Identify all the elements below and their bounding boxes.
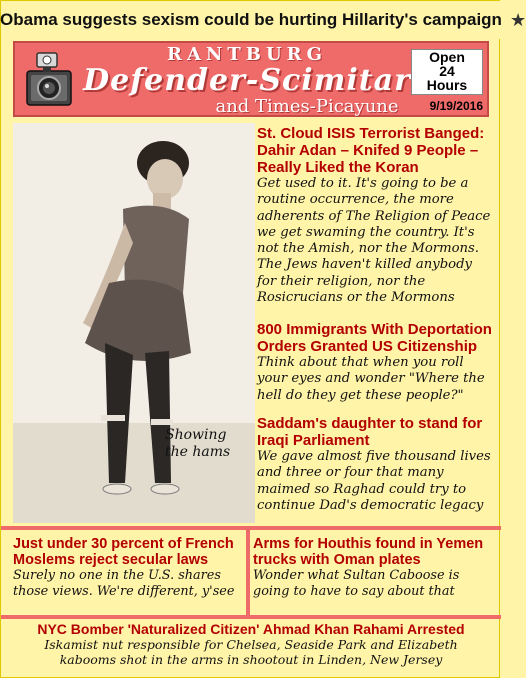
masthead-date: 9/19/2016 — [429, 99, 483, 113]
photo-caption — [165, 427, 230, 461]
bottom-left-headline[interactable]: Just under 30 percent of French Moslems reject secular laws — [13, 536, 234, 568]
stories-column — [257, 123, 493, 523]
final-headline[interactable]: NYC Bomber 'Naturalized Citizen' Ahmad Khan Rahami Arrested — [37, 621, 465, 637]
story-3[interactable] — [257, 415, 493, 514]
masthead-title-line1: RANTBURG — [166, 44, 327, 65]
top-banner-headline[interactable]: Obama suggests sexism could be hurting Hillarity's campaign — [0, 10, 502, 29]
woman-photo-image — [13, 123, 255, 523]
open-24-hours-badge — [411, 49, 483, 95]
masthead-title-line3: and Times-Picayune — [215, 96, 399, 117]
story-3-body: We gave almost five thousand lives and three or four that many maimed so Raghad could try to continue Dad's democratic legacy — [257, 449, 491, 513]
photo-caption-line1: Showing — [165, 427, 227, 443]
story-1[interactable] — [257, 125, 493, 306]
bottom-right-headline[interactable]: Arms for Houthis found in Yemen trucks with Oman plates — [253, 536, 484, 568]
bottom-right-story[interactable] — [253, 536, 493, 599]
star-icon: ★ — [509, 10, 526, 30]
bottom-left-body: Surely no one in the U.S. shares those views. We're different, y'see — [13, 568, 235, 599]
story-1-headline[interactable]: St. Cloud ISIS Terrorist Banged: Dahir Adan – Knifed 9 People – Really Liked the Koran — [257, 125, 485, 176]
top-banner[interactable] — [0, 1, 526, 39]
masthead — [13, 41, 489, 117]
story-2-headline[interactable]: 800 Immigrants With Deportation Orders Granted US Citizenship — [257, 321, 492, 355]
final-body: Iskamist nut responsible for Chelsea, Seaside Park and Elizabeth kabooms shot in the arms in shootout in Linden, New Jersey — [44, 637, 458, 667]
story-2-body: Think about that when you roll your eyes and wonder "Where the hell do they get these people?" — [257, 355, 485, 403]
open-label: Open — [429, 49, 465, 65]
bottom-left-story[interactable] — [13, 536, 241, 599]
open-hours-number: 24 — [439, 63, 455, 79]
photo-caption-line2: the hams — [165, 444, 231, 460]
vintage-photo[interactable] — [13, 123, 255, 523]
section-divider — [1, 615, 501, 619]
masthead-title — [75, 43, 419, 117]
final-story[interactable] — [1, 621, 501, 667]
section-divider — [1, 526, 501, 530]
story-3-headline[interactable]: Saddam's daughter to stand for Iraqi Parliament — [257, 415, 483, 449]
camera-icon — [23, 51, 75, 111]
bottom-right-body: Wonder what Sultan Caboose is going to have to say about that — [253, 568, 460, 599]
column-divider — [246, 530, 250, 616]
masthead-title-line2: Defender-Scimitar — [83, 63, 411, 98]
story-2[interactable] — [257, 321, 493, 404]
story-1-body: Get used to it. It's going to be a routine occurrence, the more adherents of The Religion of Peace we get swaming the country. It's not the Amish, nor the Mormons. The Jews haven't killed anybody for their religion, nor the Rosicrucians or the Mormons — [257, 176, 491, 306]
open-hours-label: Hours — [426, 77, 468, 93]
